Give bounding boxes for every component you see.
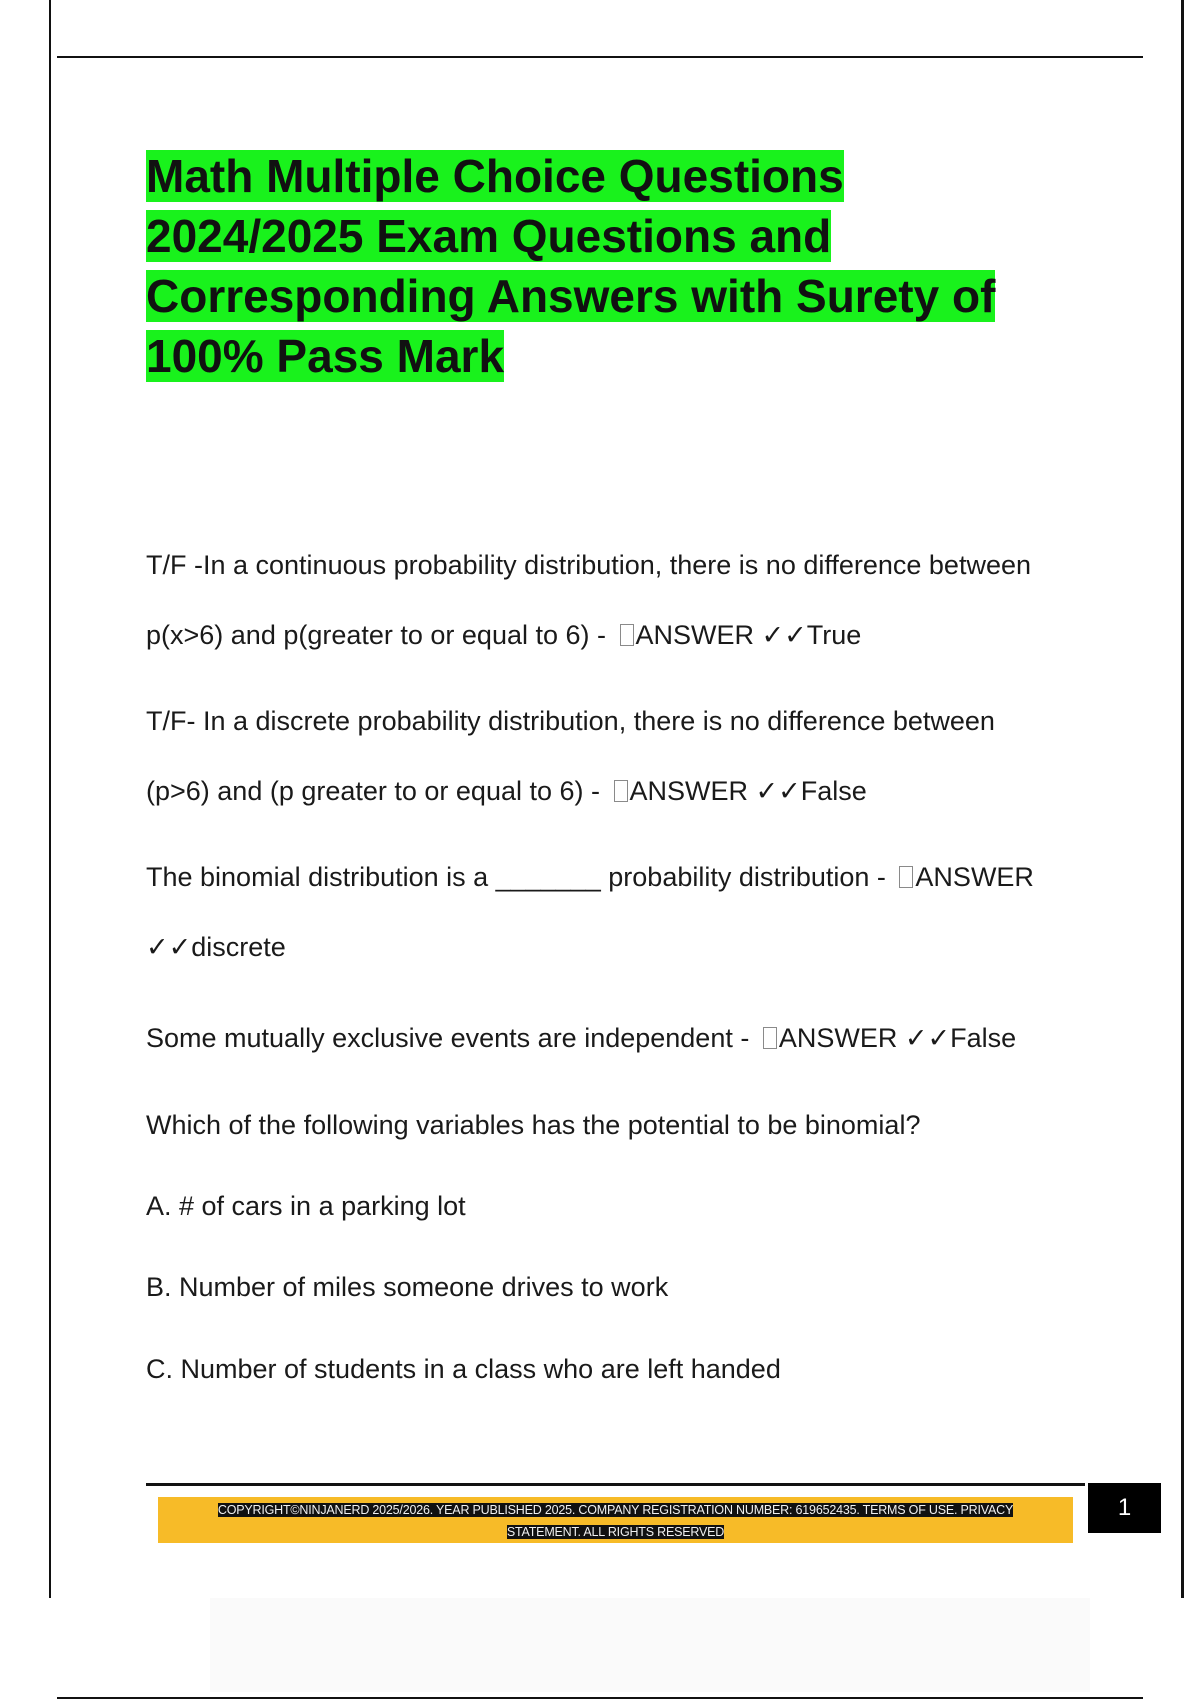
question-text-continued: p(x>6) and p(greater to or equal to 6) - ANSWER ✓✓True [146,620,862,650]
answer-box-icon [620,624,634,646]
question-text-continued: (p>6) and (p greater to or equal to 6) - ANSWER ✓✓False [146,776,867,806]
document-title [146,146,1086,386]
question-1 [146,530,1096,670]
option-c: C. Number of students in a class who are left handed [146,1354,781,1384]
question-text: Some mutually exclusive events are independent - ANSWER ✓✓False [146,1023,1017,1053]
answer-box-icon [763,1027,777,1049]
answer-label: ANSWER [629,776,749,806]
title-line-4: 100% Pass Mark [146,330,505,382]
page-border-right [1181,0,1184,1598]
header-rule [57,56,1143,58]
answer-value: True [806,620,862,650]
answer-box-icon [899,866,913,888]
page-number: 1 [1088,1483,1161,1533]
copyright-notice [158,1499,1073,1543]
answer-line [146,912,1096,982]
question-text: T/F -In a continuous probability distribution, there is no difference between [146,550,1032,580]
next-page-header-rule [57,1697,1143,1699]
option-a: A. # of cars in a parking lot [146,1191,466,1221]
question-text: Which of the following variables has the potential to be binomial? [146,1110,921,1140]
check-marks-icon: ✓✓ [755,776,801,806]
answer-label: ANSWER [635,620,755,650]
answer-value: discrete [191,932,286,962]
check-marks-icon: ✓✓ [904,1023,951,1053]
question-text: T/F- In a discrete probability distribution, there is no difference between [146,706,995,736]
option-b: B. Number of miles someone drives to work [146,1272,669,1302]
copyright-line-2: STATEMENT. ALL RIGHTS RESERVED [506,1525,725,1539]
question-text: The binomial distribution is a _______ probability distribution - ANSWER [146,862,1034,892]
title-line-3: Corresponding Answers with Surety of [146,270,996,322]
question-4 [146,1003,1096,1073]
answer-box-icon [614,780,628,802]
answer-label: ANSWER [915,862,1034,892]
answer-value: False [950,1023,1017,1053]
question-2 [146,686,1096,826]
title-line-2: 2024/2025 Exam Questions and [146,210,832,262]
check-marks-icon: ✓✓ [761,620,807,650]
question-5 [146,1090,1096,1160]
answer-value: False [800,776,867,806]
title-line-1: Math Multiple Choice Questions [146,150,844,202]
footer-rule [146,1483,1085,1486]
next-page-shadow [210,1598,1090,1692]
page-border-left [49,0,51,1598]
check-marks-icon: ✓✓ [146,932,192,962]
question-3 [146,842,1096,982]
copyright-line-1: COPYRIGHT©NINJANERD 2025/2026. YEAR PUBLISHED 2025. COMPANY REGISTRATION NUMBER: 619652435. TERMS OF USE. PRIVACY [217,1503,1014,1517]
answer-label: ANSWER [778,1023,898,1053]
